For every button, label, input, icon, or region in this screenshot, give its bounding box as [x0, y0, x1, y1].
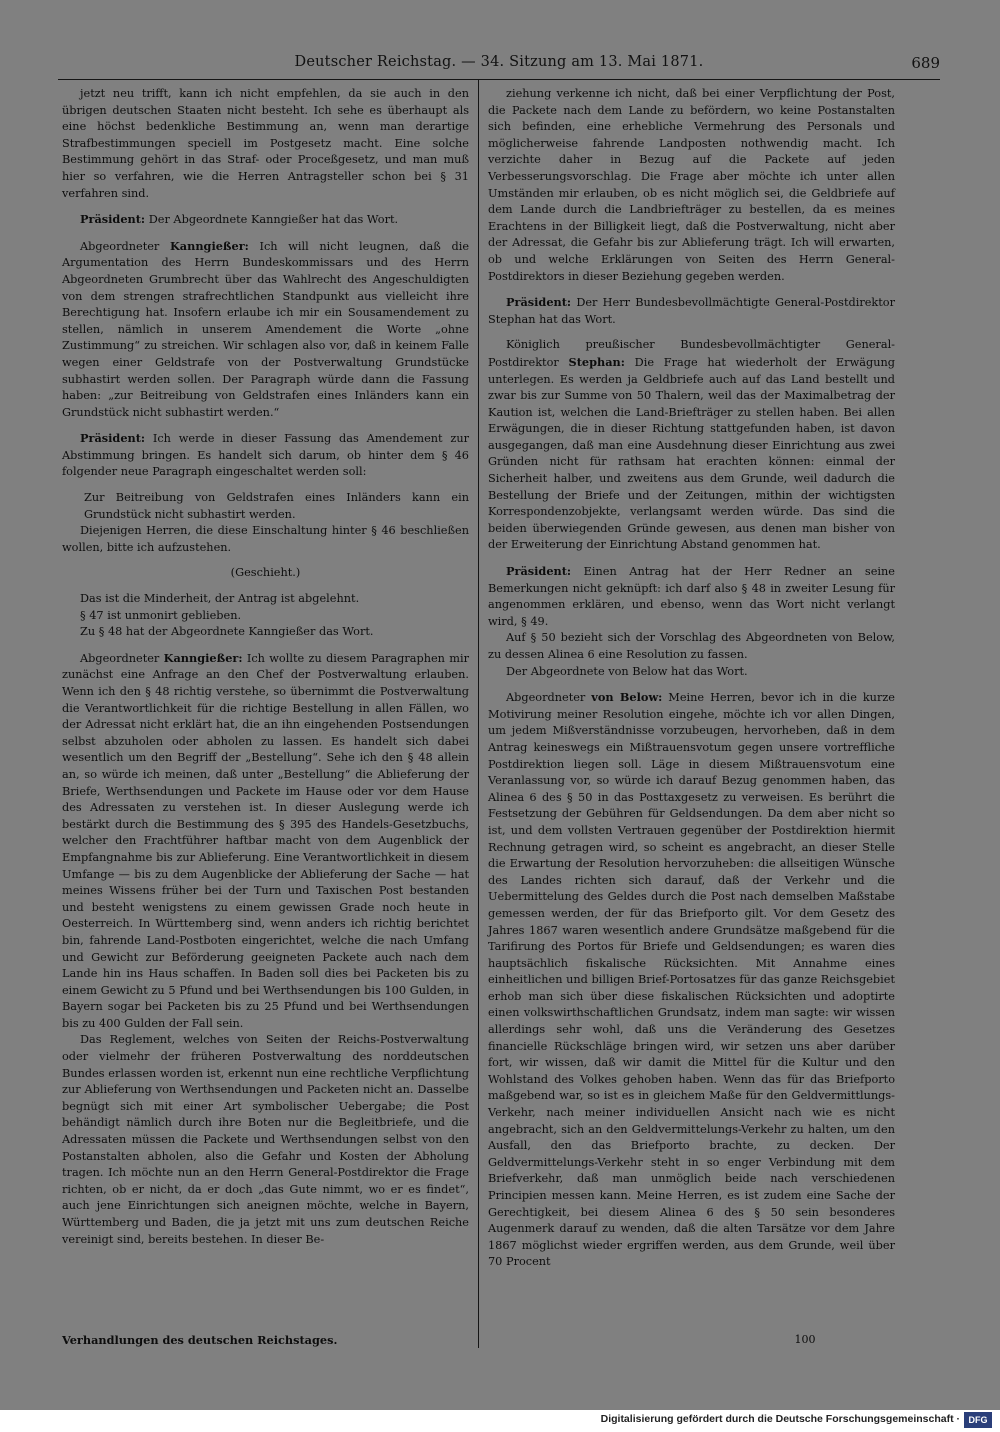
- paragraph: [62, 238, 469, 422]
- paragraph: Zur Beitreibung von Geldstrafen eines Inländers kann ein Grundstück nicht subhastirt werden.: [84, 491, 469, 521]
- speaker-name: Kanngießer:: [169, 238, 249, 253]
- paragraph-gap: [62, 202, 469, 211]
- paragraph: [62, 86, 469, 202]
- funding-credit: Digitalisierung gefördert durch die Deutsche Forschungsgemeinschaft ·: [600, 1413, 960, 1425]
- speaker-prefix: Königlich preußischer Bundesbevollmächtigter General-Postdirektor: [488, 338, 895, 369]
- dfg-logo: DFG: [964, 1412, 992, 1428]
- paragraph-gap: [488, 554, 895, 563]
- paragraph-text: Der Abgeordnete von Below hat das Wort.: [506, 664, 748, 678]
- paragraph: [488, 294, 895, 328]
- paragraph-gap: [62, 481, 469, 490]
- paragraph: [488, 337, 895, 554]
- paragraph: [488, 689, 895, 1271]
- paragraph: [62, 1032, 469, 1248]
- speaker-name: Stephan:: [568, 354, 625, 369]
- page-number: 689: [911, 54, 940, 72]
- paragraph-gap: [488, 285, 895, 294]
- right-column: [488, 86, 895, 1271]
- paragraph-text: jetzt neu trifft, kann ich nicht empfehlen, da sie auch in den übrigen deutschen Staaten nicht besteht. Ich sehe es überhaupt als eine höchst bedenkliche Bestimmung an, wenn man derartige Strafbestimmungen speciell im Postgesetz macht. Eine solche Bestimmung gehört in das Straf- oder Proceßgesetz, und man muß hier so verfahren, wie die Herren Antragsteller schon bei § 31 verfahren sind.: [62, 87, 469, 200]
- column-divider: [478, 80, 479, 1348]
- paragraph: [62, 608, 469, 625]
- paragraph-gap: [62, 556, 469, 565]
- paragraph: [488, 630, 895, 663]
- paragraph-gap: [488, 680, 895, 689]
- header-title: Deutscher Reichstag. — 34. Sitzung am 13. Mai 1871.: [294, 54, 704, 70]
- paragraph-text: Zu § 48 hat der Abgeordnete Kanngießer das Wort.: [80, 625, 374, 639]
- paragraph-text: Die Frage hat wiederholt der Erwägung unterlegen. Es werden ja Geldbriefe auch auf das Land bestellt und zwar bis zur Summe von 50 Thalern, weil das der Maximalbetrag der Kaution ist, welchen die Land-Briefträger zu stellen haben. Bei allen Erwägungen, die in dieser Richtung stattgefunden haben, ist davon ausgegangen, daß man eine Ausdehnung dieser Einrichtung aus zwei Gründen nicht für rathsam hat erachten können: einmal der Sicherheit halber, und zweitens aus dem Grunde, weil dadurch die Bestellung der Briefe und der Zeitungen, mithin der wichtigsten Korrespondenzobjekte, verlangsamt werden würde. Das sind die beiden überwiegenden Gründe gewesen, aus denen man bisher von der Erweiterung der Einrichtung Abstand genommen hat.: [488, 355, 895, 552]
- speaker-name: Präsident:: [80, 212, 146, 227]
- paragraph: [62, 211, 469, 229]
- left-column: [62, 86, 469, 1248]
- running-header: [58, 52, 940, 78]
- speaker-prefix: Abgeordneter: [80, 651, 164, 665]
- paragraph-text: Das Reglement, welches von Seiten der Reichs-Postverwaltung oder vielmehr der früheren Postverwaltung des norddeutschen Bundes erlassen worden ist, erkennt nun eine rechtliche Verpflichtung zur Ablieferung von Werthsendungen und Packeten nicht an. Dasselbe begnügt sich mit einer Art symbolischer Uebergabe; die Post behändigt nämlich durch ihre Boten nur die Begleitbriefe, und die Adressaten müssen die Packete und Werthsendungen selbst von den Postanstalten abholen, also die Gefahr und Kosten der Abholung tragen. Ich möchte nun an den Herrn General-Postdirektor die Frage richten, ob er nicht, da er doch „das Gute nimmt, wo er es findet“, auch jene Einrichtungen sich aneignen möchte, welche in Bayern, Württemberg und Baden, die ja jetzt mit uns zum deutschen Reiche vereinigt sind, bereits bestehen. In dieser Be-: [62, 1033, 469, 1246]
- speaker-name: Kanngießer:: [163, 650, 243, 665]
- paragraph-gap: [62, 582, 469, 591]
- paragraph: [62, 650, 469, 1033]
- speaker-name: Präsident:: [80, 431, 146, 446]
- paragraph: [62, 430, 469, 481]
- speaker-name: von Below:: [591, 690, 663, 705]
- paragraph-gap: [62, 229, 469, 238]
- paragraph-text: Ich will nicht leugnen, daß die Argumentation des Herrn Bundeskommissars und des Herrn Abgeordneten Grumbrecht über das Wahlrecht des Angeschuldigten von dem strengen strafrechtlichen Standpunkt aus vielleicht ihre Berechtigung hat. Insofern erlaube ich mir ein Sousamendement zu stellen, nämlich in unserem Amendement die Worte „ohne Zustimmung“ zu streichen. Wir schlagen also vor, daß in keinem Falle wegen einer Geldstrafe von der Postverwaltung Grundstücke subhastirt werden sollen. Der Paragraph würde dann die Fassung haben: „zur Beitreibung von Geldstrafen eines Inländers kann ein Grundstück nicht subhastirt werden.“: [62, 239, 470, 419]
- speaker-name: Präsident:: [506, 564, 572, 579]
- header-rule: [58, 79, 940, 80]
- paragraph-text: Der Herr Bundesbevollmächtigte General-Postdirektor Stephan hat das Wort.: [488, 296, 895, 326]
- paragraph-text: Das ist die Minderheit, der Antrag ist abgelehnt.: [80, 592, 360, 606]
- paragraph-text: Ich wollte zu diesem Paragraphen mir zunächst eine Anfrage an den Chef der Postverwaltung erlauben. Wenn ich den § 48 richtig verstehe, so übernimmt die Postverwaltung die Verantwortlichkeit für die richtige Bestellung in allen Fällen, wo der Adressat nicht erklärt hat, die an ihn eingehenden Postsendungen selbst abzuholen oder abholen zu lassen. Es handelt sich dabei wesentlich um den Begriff der „Bestellung“. Sehe ich den § 48 allein an, so würde ich meinen, daß unter „Bestellung“ die Ablieferung der Briefe, Werthsendungen und Packete im Hause oder vor dem Hause des Adressaten zu verstehen ist. In dieser Auslegung werde ich bestärkt durch die Bestimmung des § 395 des Handels-Gesetzbuchs, welcher den Frachtführer haftbar macht von dem Augenblick der Empfangnahme bis zur Ablieferung. Eine Verantwortlichkeit in diesem Umfange — bis zu dem Augenblicke der Ablieferung der Sache — hat meines Wissens früher bei der Turn und Taxischen Post bestanden und besteht wenigstens zu einem gewissen Grade noch heute in Oesterreich. In Württemberg sind, wenn anders ich richtig berichtet bin, fahrende Land-Postboten eingerichtet, welche die nach Umfang und Gewicht zur Beförderung geeigneten Packete auch nach dem Lande hin ins Haus schaffen. In Baden soll dies bei Packeten bis zu einem Gewicht zu 5 Pfund und bei Werthsendungen bis 100 Gulden, in Bayern sogar bei Packeten bis zu 25 Pfund und bei Werthsendungen bis zu 400 Gulden der Fall sein.: [62, 651, 469, 1030]
- speaker-name: Präsident:: [506, 295, 572, 310]
- paragraph: [488, 664, 895, 681]
- paragraph-gap: [62, 641, 469, 650]
- paragraph: (Geschieht.): [230, 566, 301, 580]
- paragraph: [488, 86, 895, 285]
- paragraph-text: Diejenigen Herren, die diese Einschaltung hinter § 46 beschließen wollen, bitte ich aufzustehen.: [62, 524, 469, 554]
- paragraph: [488, 563, 895, 630]
- paragraph: [62, 624, 469, 641]
- paragraph-text: Auf § 50 bezieht sich der Vorschlag des Abgeordneten von Below, zu dessen Alinea 6 eine Resolution zu fassen.: [488, 631, 895, 661]
- paragraph-text: ziehung verkenne ich nicht, daß bei einer Verpflichtung der Post, die Packete nach dem Lande zu befördern, wo keine Postanstalten sich befinden, eine erhebliche Vermehrung des Personals und möglicherweise fahrende Landposten nothwendig macht. Ich verzichte daher in Bezug auf die Packete auf jeden Verbesserungsvorschlag. Die Frage aber möchte ich unter allen Umständen mir erlauben, ob es nicht möglich sei, die Geldbriefe auf dem Lande durch die Landbriefträger zu bestellen, da es meines Erachtens in der Billigkeit liegt, daß die Postverwaltung, nicht aber der Adressat, die Gefahr bis zur Ablieferung trägt. Ich will erwarten, ob und welche Erklärungen von Seiten des Herrn General-Postdirektors in dieser Beziehung gegeben werden.: [488, 87, 895, 283]
- paragraph-text: Ich werde in dieser Fassung das Amendement zur Abstimmung bringen. Es handelt sich darum, ob hinter dem § 46 folgender neue Paragraph eingeschaltet werden soll:: [62, 432, 469, 479]
- credit-bar: [0, 1410, 1000, 1432]
- footer-publication: Verhandlungen des deutschen Reichstages.: [62, 1333, 338, 1347]
- paragraph-text: Der Abgeordnete Kanngießer hat das Wort.: [145, 213, 399, 227]
- paragraph-gap: [488, 328, 895, 337]
- paragraph-gap: [62, 421, 469, 430]
- paragraph-text: § 47 ist unmonirt geblieben.: [80, 608, 242, 622]
- paragraph-text: Meine Herren, bevor ich in die kurze Motivirung meiner Resolution eingehe, möchte ich vor allen Dingen, um jedem Mißverständnisse vorzubeugen, hervorheben, daß in dem Antrag keineswegs ein Mißtrauensvotum gegen unsere vortreffliche Postdirektion liegen soll. Läge in diesem Mißtrauensvotum eine Veranlassung vor, so würde ich darauf Bezug genommen haben, das Alinea 6 des § 50 in das Posttaxgesetz zu verweisen. Es berührt die Festsetzung der Gebühren für Geldsendungen. Da dem aber nicht so ist, und dem vollsten Vertrauen gegenüber der Postdirektion hiermit Rechnung getragen wird, so scheint es angebracht, an dieser Stelle die Erwartung der Resolution hervorzuheben: die allseitigen Wünsche des Landes richten sich darauf, daß der Verkehr und die Uebermittelung des Geldes durch die Post nach demselben Maßstabe gemessen werden, der für das Briefporto gilt. Vor dem Gesetz des Jahres 1867 waren wesentlich andere Grundsätze maßgebend für die Tarifirung des Portos für Briefe und Geldsendungen; es waren dies hauptsächlich fiskalische Rücksichten. Mit Annahme eines einheitlichen und billigen Brief-Portosatzes für das ganze Reichsgebiet erhob man sich über diese fiskalischen Rücksichten und adoptirte einen volkswirthschaftlichen Grundsatz, indem man sagte: wir wissen allerdings sehr wohl, daß uns die Veränderung des Gesetzes financielle Rückschläge bringen wird, wir setzen uns aber darüber fort, wir wissen, daß wir damit die Mittel für die Kultur und den Wohlstand des Volkes gehoben haben. Wenn das für das Briefporto maßgebend war, so ist es in gleichem Maße für den Geldvermittlungs-Verkehr, nach meiner individuellen Ansicht nach wie es nicht angebracht, sich an den Geldvermittelungs-Verkehr zu halten, um den Ausfall, den das Briefporto brachte, zu decken. Der Geldvermittelungs-Verkehr steht in so enger Verbindung mit dem Briefverkehr, daß man unmöglich beide nach verschiedenen Principien messen kann. Meine Herren, es ist zudem eine Sache der Gerechtigkeit, bei diesem Alinea 6 des § 50 sein besonderes Augenmerk darauf zu wenden, daß die alten Tarsätze vor dem Jahre 1867 möglichst wieder ergriffen werden, aus dem Grunde, weil über 70 Procent: [488, 691, 895, 1269]
- speaker-prefix: Abgeordneter: [80, 239, 170, 253]
- paragraph: [62, 523, 469, 556]
- paragraph-text: Einen Antrag hat der Herr Redner an seine Bemerkungen nicht geknüpft: ich darf also § 48 in zweiter Lesung für angenommen erklären, und ebenso, wenn das Wort nicht verlangt wird, § 49.: [488, 565, 895, 628]
- paragraph: [62, 591, 469, 608]
- footer-sheet-number: 100: [794, 1333, 816, 1346]
- speaker-prefix: Abgeordneter: [506, 691, 592, 705]
